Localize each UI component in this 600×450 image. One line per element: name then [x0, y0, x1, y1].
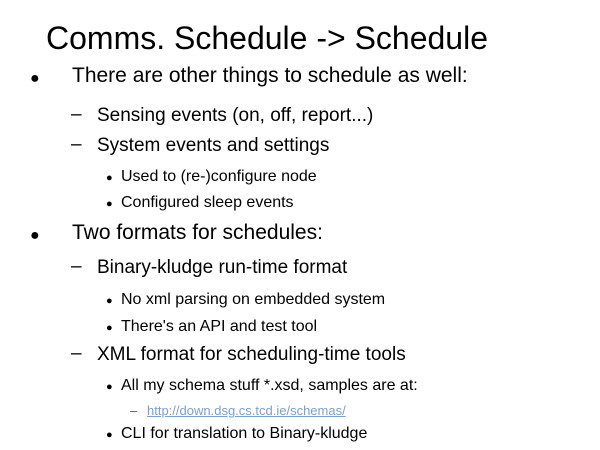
schemas-link[interactable]: http://down.dsg.cs.tcd.ie/schemas/ — [147, 403, 346, 418]
bullet-dot-icon: ● — [106, 295, 113, 307]
bullet-dot-icon: ● — [106, 172, 113, 184]
bullet-text: There's an API and test tool — [121, 318, 318, 335]
bullet-dot-icon: ● — [106, 429, 113, 441]
bullet-text: Sensing events (on, off, report...) — [97, 105, 374, 126]
bullet-dot-icon: ● — [30, 227, 40, 244]
bullet-text: XML format for scheduling-time tools — [97, 344, 406, 365]
dash-icon: – — [130, 403, 138, 418]
dash-icon: – — [71, 104, 82, 125]
bullet-text: CLI for translation to Binary-kludge — [121, 425, 368, 442]
bullet-text: Binary-kludge run-time format — [97, 257, 348, 278]
bullet-dot-icon: ● — [30, 70, 40, 87]
bullet-text: All my schema stuff *.xsd, samples are at: — [121, 377, 418, 394]
bullet-text: Used to (re-)configure node — [121, 168, 317, 185]
dash-icon: – — [71, 343, 82, 364]
dash-icon: – — [71, 134, 82, 155]
slide-title: Comms. Schedule -> Schedule — [46, 20, 488, 56]
bullet-dot-icon: ● — [106, 322, 113, 334]
bullet-text: Two formats for schedules: — [72, 221, 323, 244]
bullet-text: Configured sleep events — [121, 194, 294, 211]
bullet-text: No xml parsing on embedded system — [121, 291, 386, 308]
bullet-text: System events and settings — [97, 135, 330, 156]
bullet-text: There are other things to schedule as well: — [72, 64, 468, 87]
bullet-dot-icon: ● — [106, 381, 113, 393]
dash-icon: – — [71, 256, 82, 277]
bullet-dot-icon: ● — [106, 198, 113, 210]
